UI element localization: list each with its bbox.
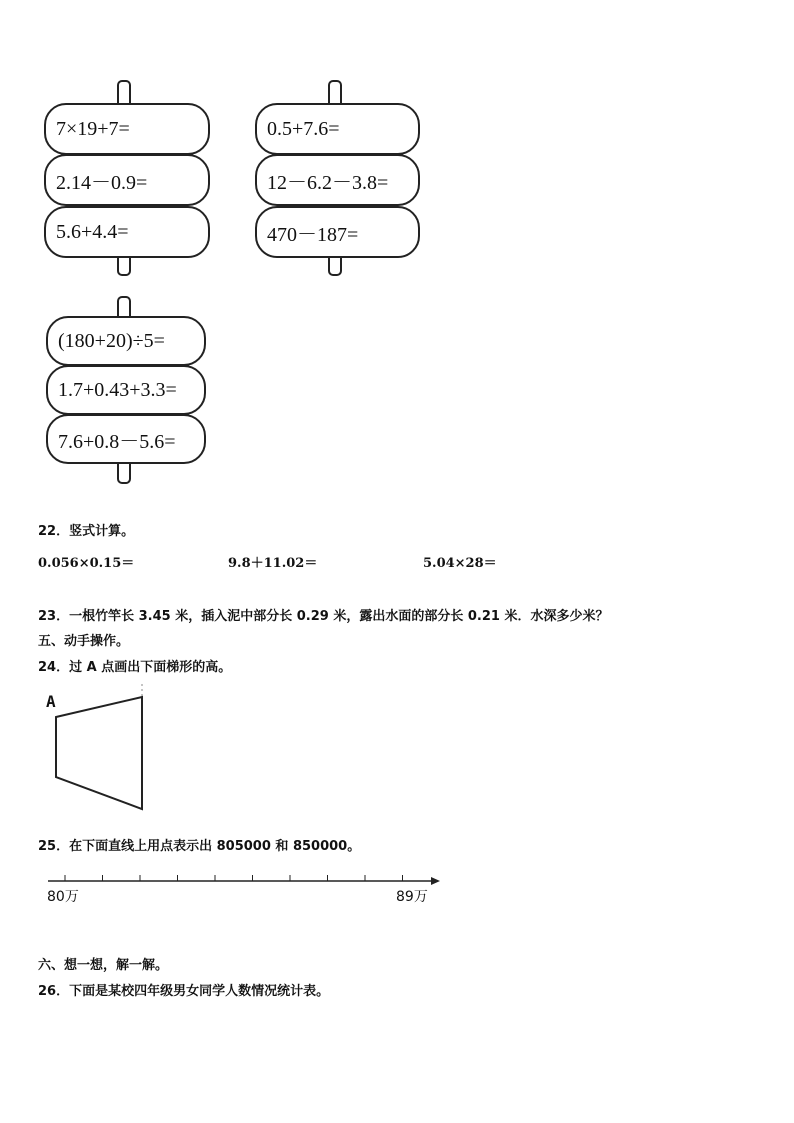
q22-item: 5.04×28＝ xyxy=(423,556,497,571)
expression-pill xyxy=(255,154,420,206)
expression-text: 0.5+7.6= xyxy=(267,117,340,140)
trapezoid-shape xyxy=(56,697,142,809)
number-line-end-label: 89万 xyxy=(396,889,428,905)
expression-pill xyxy=(44,206,210,258)
expression-pill xyxy=(44,103,210,155)
expression-pill xyxy=(255,103,420,155)
section5-title: 五、动手操作。 xyxy=(38,634,130,649)
q25-text: 25．在下面直线上用点表示出 805000 和 850000。 xyxy=(38,839,361,854)
expression-text: 2.14－0.9= xyxy=(56,171,148,194)
trapezoid-point-label: A xyxy=(46,692,56,711)
section6-title: 六、想一想，解一解。 xyxy=(38,958,169,973)
q22-item: 0.056×0.15＝ xyxy=(38,556,135,571)
expression-pill xyxy=(46,365,206,415)
q24-text: 24．过 A 点画出下面梯形的高。 xyxy=(38,660,232,675)
number-line-start-label: 80万 xyxy=(47,889,79,905)
expression-text: 470－187= xyxy=(267,223,359,246)
expression-pill xyxy=(46,316,206,366)
q23-text: 23．一根竹竿长 3.45 米，插入泥中部分长 0.29 米，露出水面的部分长 0.21 米．水深多少米？ xyxy=(38,609,609,624)
expression-text: (180+20)÷5= xyxy=(58,329,165,352)
expression-text: 7.6+0.8－5.6= xyxy=(58,430,176,453)
expression-text: 7×19+7= xyxy=(56,117,130,140)
expression-pill xyxy=(255,206,420,258)
q22-item: 9.8＋11.02＝ xyxy=(228,556,318,571)
expression-text: 1.7+0.43+3.3= xyxy=(58,378,177,401)
number-line-arrow-icon xyxy=(431,877,440,885)
expression-pill xyxy=(46,414,206,464)
number-line xyxy=(40,868,450,892)
trapezoid-figure xyxy=(40,680,170,820)
q26-text: 26．下面是某校四年级男女同学人数情况统计表。 xyxy=(38,984,330,999)
expression-text: 5.6+4.4= xyxy=(56,220,129,243)
expression-pill xyxy=(44,154,210,206)
expression-text: 12－6.2－3.8= xyxy=(267,171,389,194)
q22-title: 22．竖式计算。 xyxy=(38,524,135,539)
